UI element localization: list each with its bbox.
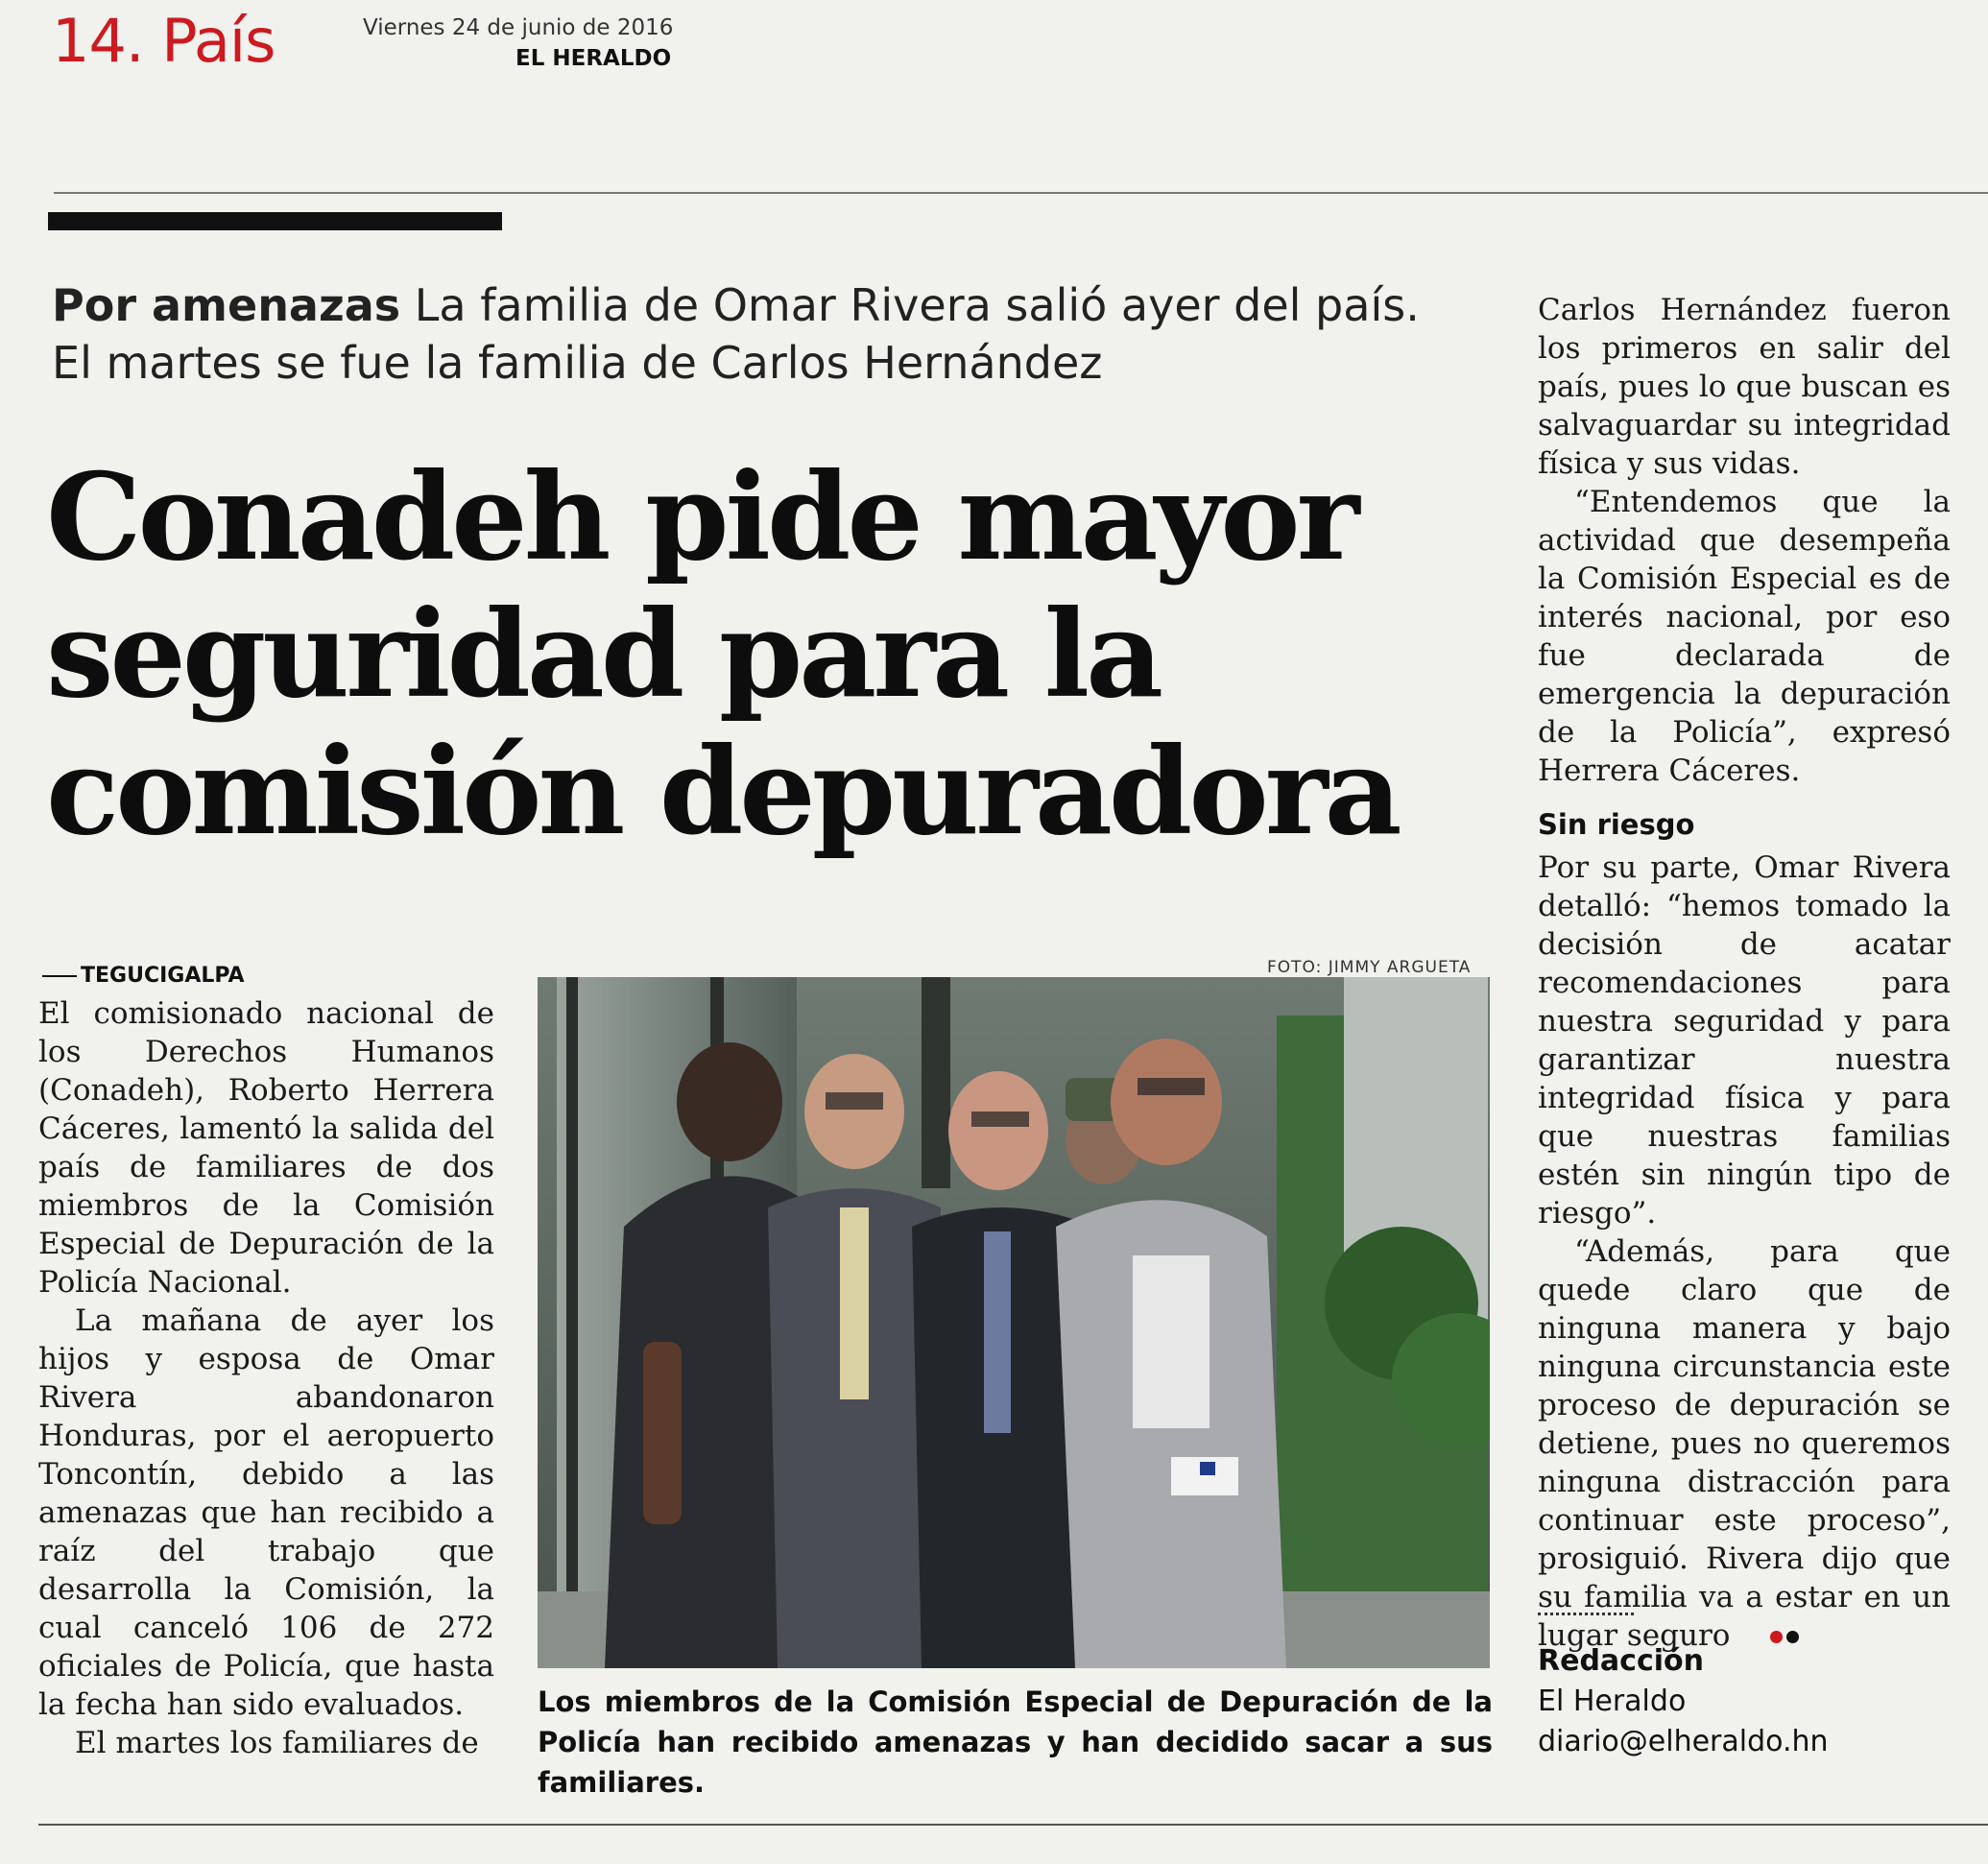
paragraph-2: La mañana de ayer los hijos y esposa de Omar Rivera abandonaron Honduras, por el aeropuerto Toncontín, debido a las amenazas que han recibido a raíz del trabajo que desarrolla la Comisión, la cual canceló 106 de 272 oficiales de Policía, que hasta la fecha han sido evaluados. (38, 1303, 494, 1722)
header-rule (54, 192, 1988, 194)
photo-caption: Los miembros de la Comisión Especial de Depuración de la Policía han recibido amenazas y han decidido sacar a sus familiares. (538, 1685, 1493, 1799)
newspaper-name: EL HERALDO (515, 46, 672, 71)
paragraph-7-text: “Además, para que quede claro que de ninguna manera y bajo ninguna circunstancia este proceso de depuración se detiene, pues no queremos ninguna distracción para continuar este proceso”, prosiguió. Rivera dijo que su familia va a estar en un lugar seguro (1538, 1234, 1951, 1653)
paragraph-4: Carlos Hernández fueron los primeros en salir del país, pues lo que buscan es salvaguardar su integridad física y sus vidas. (1538, 293, 1951, 481)
subhead-sin-riesgo: Sin riesgo (1538, 808, 1695, 841)
byline-paper: El Heraldo (1538, 1685, 1687, 1718)
kicker-text-1: La familia de Omar Rivera salió ayer del país. (400, 279, 1420, 331)
paragraph-1: El comisionado nacional de los Derechos Humanos (Conadeh), Roberto Herrera Cáceres, lamentó la salida del país de familiares de dos miembros de la Comisión Especial de Depuración de la Policía Nacional. (38, 996, 494, 1300)
article-column-right (1538, 291, 1951, 790)
headline-line-1: Conadeh pide mayor (46, 447, 1356, 587)
kicker-text-2: El martes se fue la familia de Carlos Hernández (52, 337, 1103, 389)
kicker (52, 276, 1501, 392)
photo-credit: FOTO: JIMMY ARGUETA (1267, 958, 1472, 977)
article-column-right-2 (1538, 848, 1951, 1655)
headline-line-3: comisión depuradora (46, 722, 1399, 862)
paragraph-5: “Entendemos que la actividad que desempeña la Comisión Especial es de interés nacional, por eso fue declarada de emergencia la depuración de la Policía”, expresó Herrera Cáceres. (1538, 485, 1951, 788)
article-photo (538, 977, 1490, 1668)
paragraph-6: Por su parte, Omar Rivera detalló: “hemos tomado la decisión de acatar recomendaciones para nuestra seguridad y para garantizar nuestra integridad física y para que nuestras familias estén sin ningún tipo de riesgo”. (1538, 850, 1951, 1231)
section-bar (48, 212, 502, 230)
byline (1538, 1641, 1829, 1762)
kicker-lead: Por amenazas (52, 279, 401, 331)
byline-divider (1538, 1613, 1634, 1615)
headline (46, 449, 1505, 861)
dateline-text: TEGUCIGALPA (81, 964, 245, 988)
footer-rule (38, 1824, 1988, 1826)
byline-email: diario@elheraldo.hn (1538, 1725, 1829, 1758)
headline-line-2: seguridad para la (46, 585, 1161, 725)
article-column-left (38, 994, 494, 1762)
paragraph-7 (1538, 1232, 1951, 1655)
publication-date: Viernes 24 de junio de 2016 (363, 15, 674, 40)
byline-name: Redacción (1538, 1644, 1704, 1678)
dateline (42, 964, 245, 988)
photo-illustration (538, 977, 1490, 1668)
section-title: 14. País (52, 6, 275, 76)
paragraph-3: El martes los familiares de (75, 1726, 479, 1760)
dateline-rule (42, 975, 77, 977)
